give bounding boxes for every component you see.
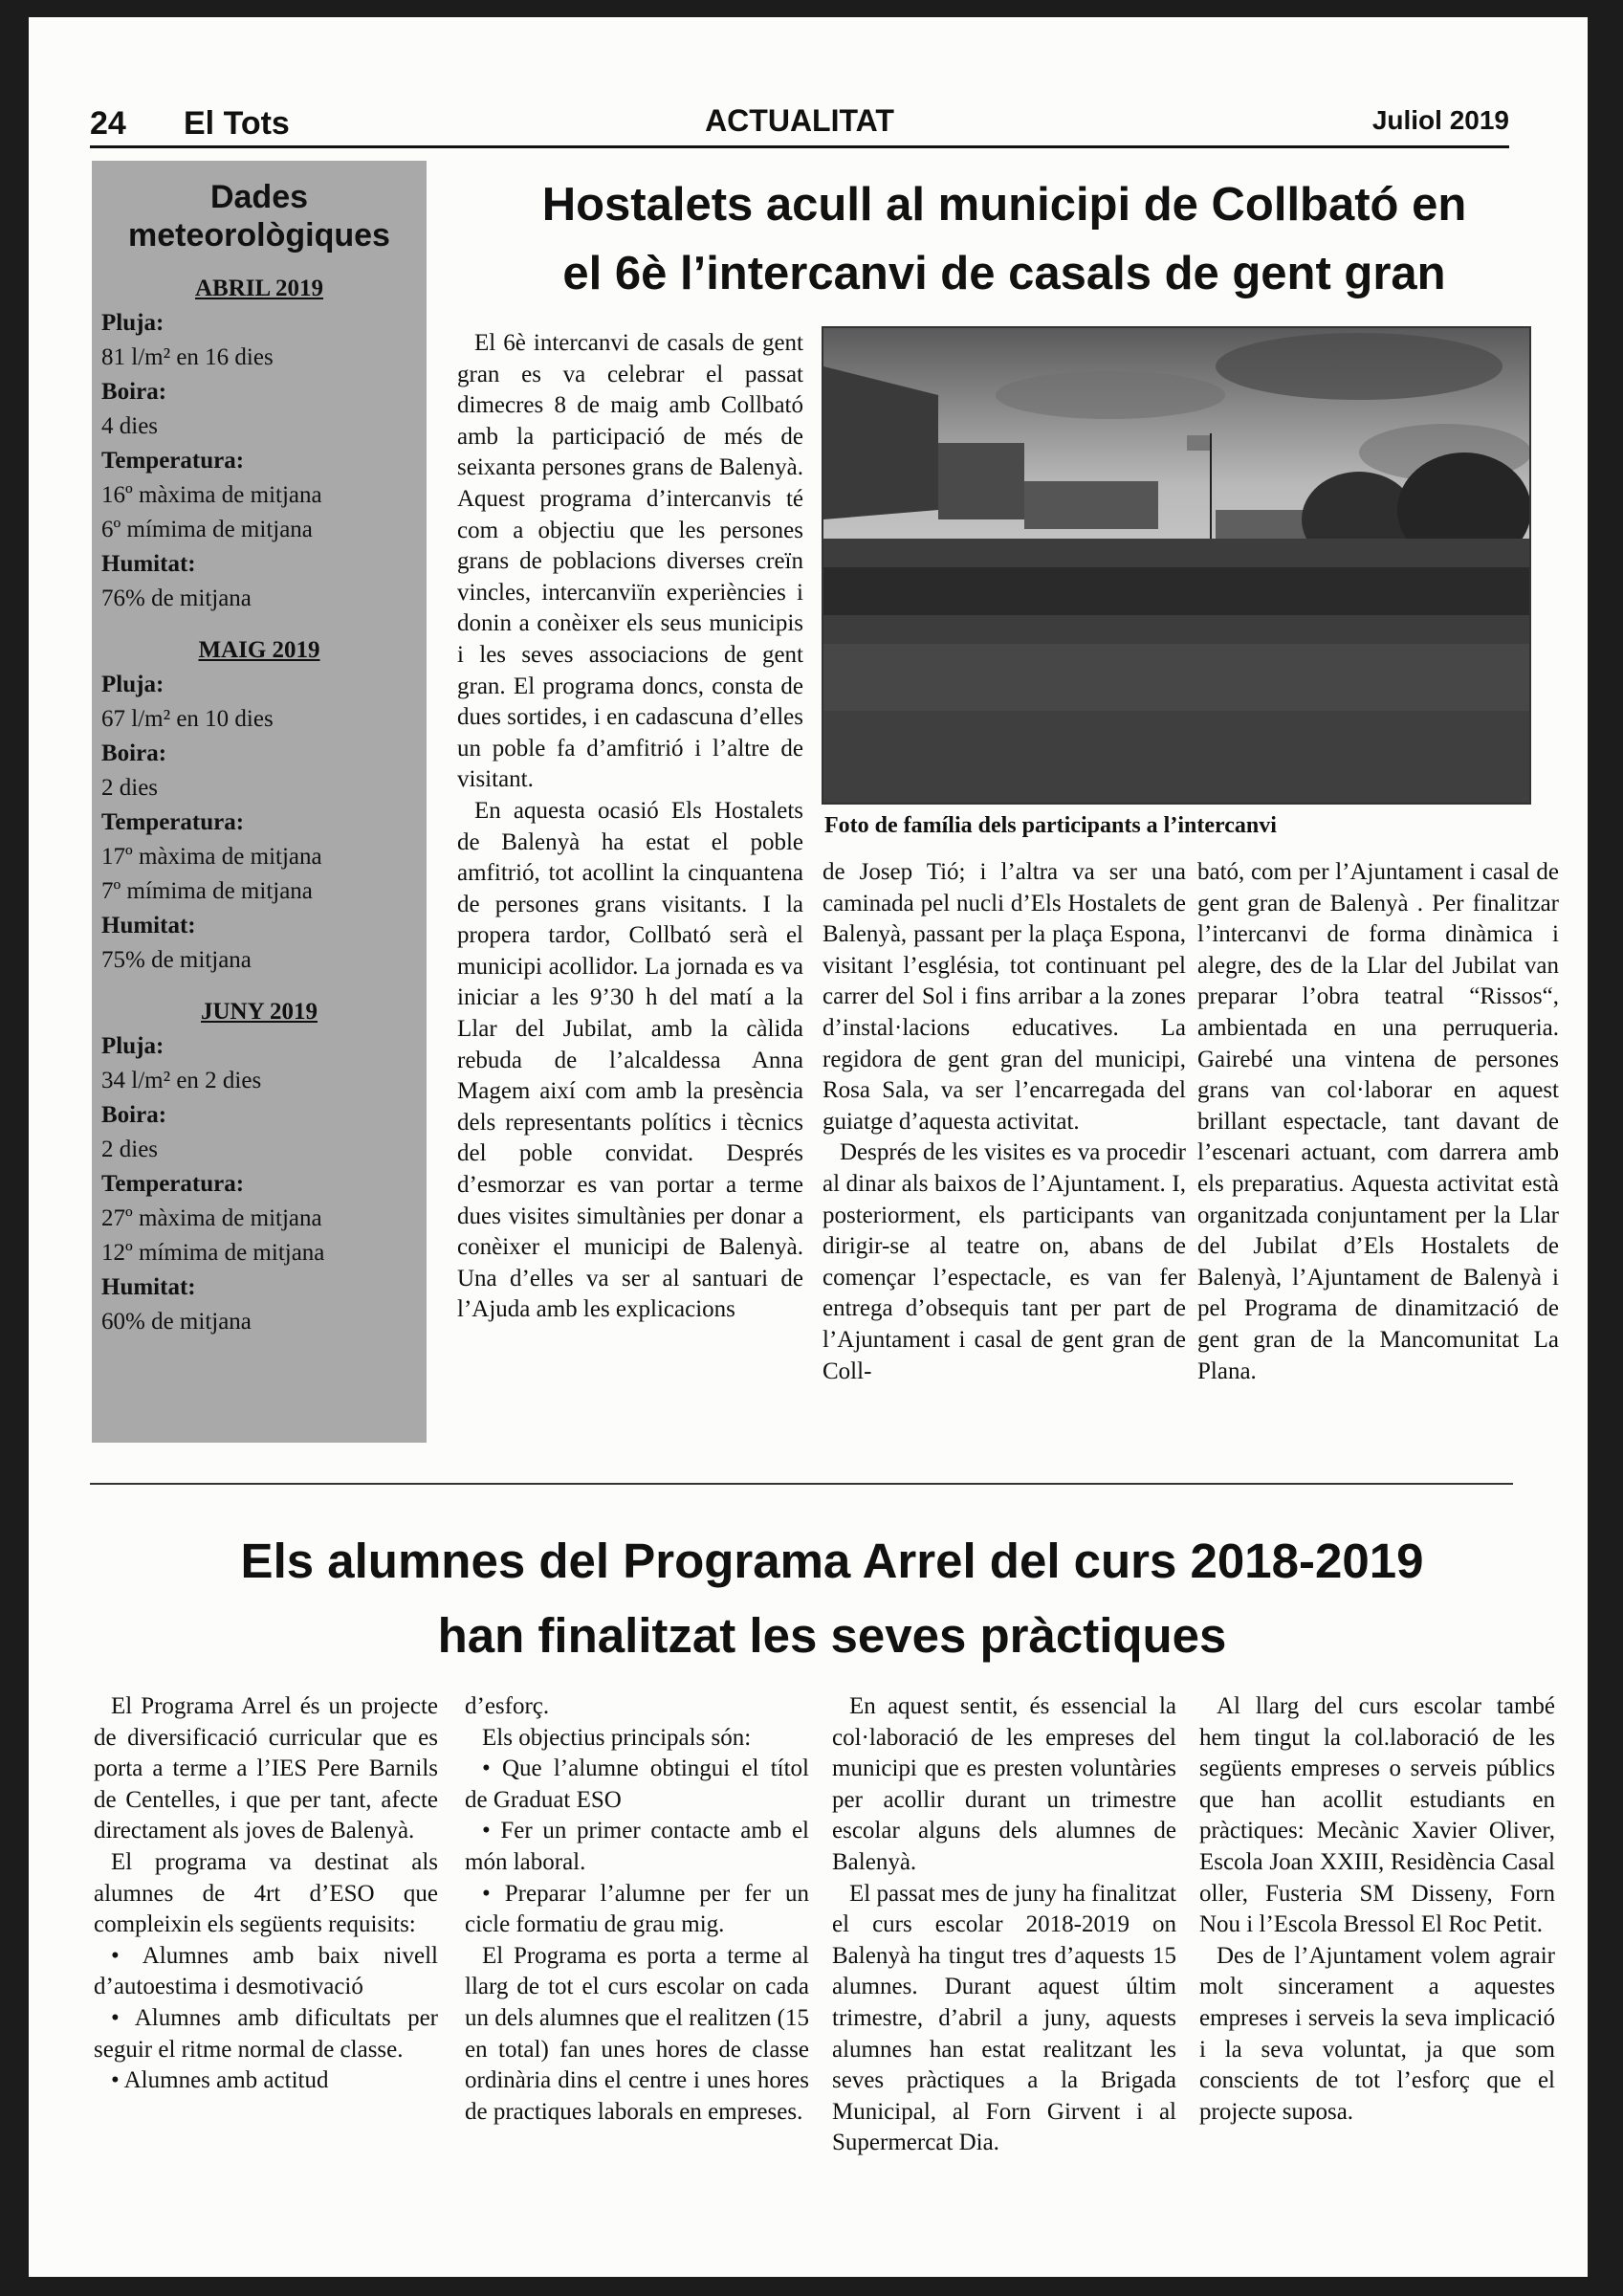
publication-name: El Tots: [184, 105, 290, 142]
temperature-min: 6º mímima de mitjana: [101, 517, 313, 542]
list-item: • Que l’alumne obtingui el títol de Graduat ESO: [465, 1755, 809, 1813]
article2-column-2: [465, 1691, 809, 2128]
rain-label: Pluja:: [101, 672, 164, 697]
list-item: • Alumnes amb actitud: [111, 2067, 329, 2094]
fog-value: 2 dies: [101, 1137, 159, 1162]
humidity-value: 76% de mitjana: [101, 585, 252, 611]
article-paragraph: Després de les visites es va procedir al dinar als baixos de l’Ajuntament. I, posteriorment, els participants van dirigir-se al teatre on, abans de començar l’espectacle, es van fer entrega d’obsequis tant per part de l’Ajuntament i casal de gent gran de Coll-: [822, 1139, 1186, 1384]
article-paragraph: bató, com per l’Ajuntament i casal de gent gran de Balenyà . Per finalitzar l’intercanvi de forma dinàmica i alegre, des de la Llar del Jubilat van preparar l’obra teatral “Rissos“, ambientada en una perruqueria. Gairebé una vintena de persones grans van col·laborar en aquest brillant espectacle, tant davant de l’escenari actuant, com darrera amb els preparatius. Aquesta activitat està organitzada conjuntament per la Llar del Jubilat d’Els Hostalets de Balenyà, l’Ajuntament de Balenyà i pel Programa de dinamització de gent gran de la Mancomunitat La Plana.: [1197, 859, 1559, 1384]
article1-headline: [450, 170, 1559, 308]
article-paragraph: Des de l’Ajuntament volem agrair molt sincerament a aquestes empreses i serveis la seva implicació i la seva voluntat, ja que som conscients de tot l’esforç que el projecte suposa.: [1199, 1942, 1555, 2125]
rain-value: 81 l/m² en 16 dies: [101, 344, 274, 370]
article-paragraph: El passat mes de juny ha finalitzat el curs escolar 2018-2019 on Balenyà ha tingut tres d’aquests 15 alumnes. Durant aquest últim trimestre, d’abril a juny, aquests alumnes han estat realitzant les seves pràctiques a la Brigada Municipal, al Forn Girvent i al Supermercat Dia.: [832, 1880, 1176, 2156]
fog-label: Boira:: [101, 379, 167, 405]
list-item: • Preparar l’alumne per fer un cicle formatiu de grau mig.: [465, 1880, 809, 1938]
fog-label: Boira:: [101, 740, 167, 766]
list-item: • Alumnes amb dificultats per seguir el ritme normal de classe.: [94, 2004, 438, 2063]
fog-label: Boira:: [101, 1102, 167, 1128]
temperature-min: 7º mímima de mitjana: [101, 878, 313, 904]
article1-headline-line1: Hostalets acull al municipi de Collbató en: [541, 179, 1467, 231]
article-paragraph: En aquesta ocasió Els Hostalets de Balenyà ha estat el poble amfitrió, tot acollint la cinquantena de persones grans visitants. I la propera tardor, Collbató serà el municipi acollidor. La jornada es va iniciar a les 9’30 h del matí a la Llar del Jubilat, amb la càlida rebuda de l’alcaldessa Anna Magem així com amb la presència dels representants polítics i tècnics del poble convidat. Després d’esmorzar es van portar a terme dues visites simultànies per donar a conèixer el municipi de Balenyà. Una d’elles va ser al santuari de l’Ajuda amb les explicacions: [457, 797, 803, 1323]
article-paragraph: Els objectius principals són:: [482, 1724, 752, 1751]
sidebar-title-line1: Dades: [209, 179, 309, 215]
newspaper-page: [29, 17, 1588, 2277]
sidebar-title: [101, 178, 417, 254]
article1-column-3: [1197, 857, 1559, 1387]
weather-sidebar: [92, 161, 427, 1443]
article-paragraph: El Programa es porta a terme al llarg de tot el curs escolar on cada un dels alumnes que el realitzen (15 en total) fan unes hores de classe ordinària dins el centre i unes hores de practiques laborals en empreses.: [465, 1942, 809, 2125]
rain-label: Pluja:: [101, 310, 164, 336]
temperature-min: 12º mímima de mitjana: [101, 1240, 325, 1266]
article2-column-3: [832, 1691, 1176, 2159]
month-heading: ABRIL 2019: [194, 276, 324, 301]
article1-column-2: [822, 857, 1186, 1387]
weather-month-block: [101, 276, 417, 616]
sidebar-title-line2: meteorològiques: [128, 217, 390, 254]
article-paragraph: El Programa Arrel és un projecte de diversificació curricular que es porta a terme a l’IES Pere Barnils de Centelles, i que per tant, afecte directament als joves de Balenyà.: [94, 1693, 438, 1844]
article1-headline-line2: el 6è l’intercanvi de casals de gent gran: [562, 248, 1446, 299]
article2-headline: [124, 1524, 1540, 1673]
temperature-label: Temperatura:: [101, 1171, 245, 1197]
section-divider: [90, 1483, 1513, 1485]
article-paragraph: El programa va destinat als alumnes de 4rt d’ESO que compleixin els següents requisits:: [94, 1848, 438, 1938]
rain-value: 67 l/m² en 10 dies: [101, 706, 274, 732]
article2-headline-line2: han finalitzat les seves pràctiques: [437, 1608, 1227, 1663]
temperature-max: 27º màxima de mitjana: [101, 1205, 322, 1231]
weather-month-block: [101, 637, 417, 978]
article-paragraph: d’esforç.: [465, 1693, 550, 1719]
rain-label: Pluja:: [101, 1033, 164, 1059]
page-number: 24: [90, 105, 126, 142]
rain-value: 34 l/m² en 2 dies: [101, 1068, 262, 1093]
article2-headline-line1: Els alumnes del Programa Arrel del curs 2018-2019: [240, 1534, 1424, 1588]
article-paragraph: de Josep Tió; i l’altra va ser una caminada pel nucli d’Els Hostalets de Balenyà, passant per la plaça Espona, visitant l’església, tot continuant pel carrer del Sol i fins arribar a la zones d’instal·lacions educatives. La regidora de gent gran del municipi, Rosa Sala, va ser l’encarregada del guiatge d’aquesta activitat.: [822, 859, 1186, 1135]
group-photo-image: [823, 328, 1529, 803]
fog-value: 2 dies: [101, 775, 159, 801]
fog-value: 4 dies: [101, 413, 159, 439]
issue-date: Juliol 2019: [1371, 105, 1509, 135]
month-heading: MAIG 2019: [198, 637, 320, 663]
article2-column-1: [94, 1691, 438, 2097]
article1-column-1: [457, 328, 803, 1326]
article-paragraph: En aquest sentit, és essencial la col·laboració de les empreses del municipi que es presten voluntàries per acollir durant un trimestre escolar alguns dels alumnes de Balenyà.: [832, 1693, 1176, 1875]
temperature-max: 17º màxima de mitjana: [101, 844, 322, 870]
humidity-label: Humitat:: [101, 1274, 196, 1300]
group-photo: [822, 326, 1531, 805]
weather-month-block: [101, 999, 417, 1339]
humidity-label: Humitat:: [101, 551, 196, 577]
temperature-label: Temperatura:: [101, 448, 245, 474]
photo-caption: Foto de família dels participants a l’intercanvi: [824, 813, 1277, 838]
humidity-label: Humitat:: [101, 913, 196, 938]
article2-column-4: [1199, 1691, 1555, 2128]
humidity-value: 60% de mitjana: [101, 1309, 252, 1335]
temperature-label: Temperatura:: [101, 809, 245, 835]
humidity-value: 75% de mitjana: [101, 947, 252, 973]
month-heading: JUNY 2019: [201, 999, 318, 1025]
temperature-max: 16º màxima de mitjana: [101, 482, 322, 508]
section-title: ACTUALITAT: [705, 103, 894, 138]
list-item: • Alumnes amb baix nivell d’autoestima i desmotivació: [94, 1942, 438, 2000]
page-header: [90, 92, 1509, 148]
article-paragraph: El 6è intercanvi de casals de gent gran es va celebrar el passat dimecres 8 de maig amb Collbató amb la participació de més de seixanta persones grans de Balenyà. Aquest programa d’intercanvis té com a objectiu que les persones grans de poblacions diverses creïn vincles, intercanviïn experiències i donin a conèixer els seus municipis i les seves associacions de gent gran. El programa doncs, consta de dues sortides, i en cadascuna d’elles un poble fa d’amfitrió i l’altre de visitant.: [457, 330, 803, 793]
article-paragraph: Al llarg del curs escolar també hem tingut la col.laboració de les següents empreses o serveis públics que han acollit estudiants en pràctiques: Mecànic Xavier Oliver, Escola Joan XXIII, Residència Casal oller, Fusteria SM Disseny, Forn Nou i l’Escola Bressol El Roc Petit.: [1199, 1693, 1555, 1938]
list-item: • Fer un primer contacte amb el món laboral.: [465, 1818, 809, 1875]
